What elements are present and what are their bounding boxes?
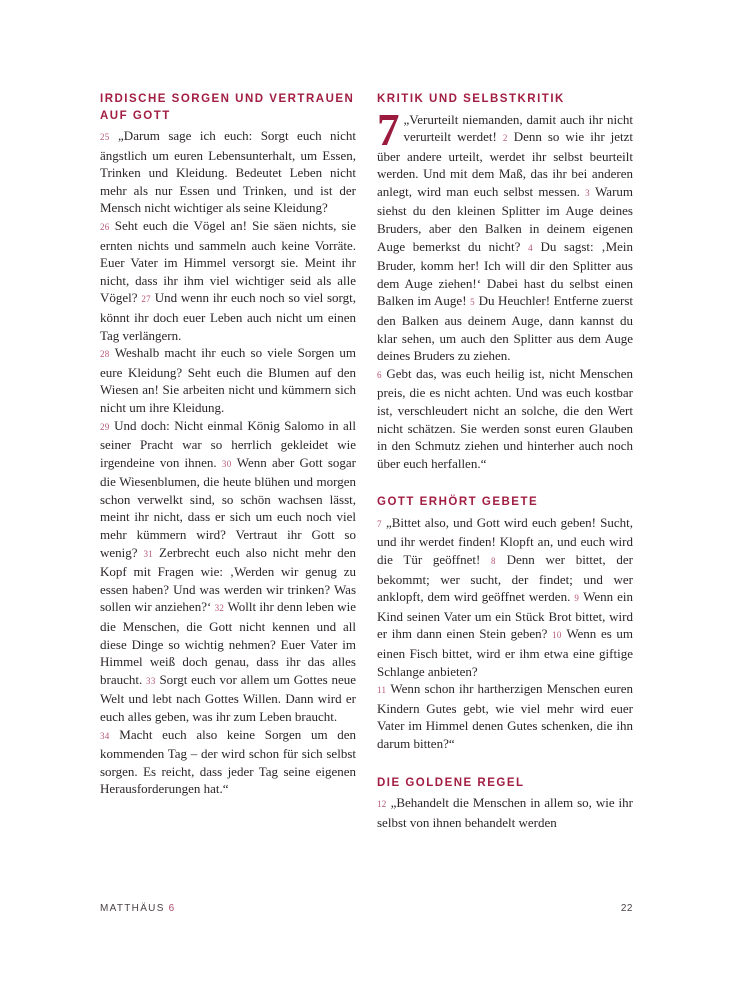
verse-text: Wollt ihr denn leben wie die Menschen, die Gott nicht kennen und all diese Dinge so wichtig nehmen? Euer Vater im Himmel weiß doch genau, dass ihr das alles braucht. bbox=[100, 599, 356, 687]
verse-paragraph bbox=[100, 417, 356, 726]
section-heading: KRITIK UND SELBSTKRITIK bbox=[377, 93, 565, 105]
verse-number: 31 bbox=[143, 548, 154, 559]
verse-paragraph bbox=[377, 680, 633, 752]
verse-number: 7 bbox=[377, 518, 382, 529]
verse-number: 29 bbox=[100, 421, 110, 432]
verse-number: 5 bbox=[470, 297, 475, 308]
verse-text: Macht euch also keine Sorgen um den kommenden Tag – der wird schon für sich selbst sorgen. Es reicht, dass jeder Tag seine eigenen Herausforderungen hat.“ bbox=[100, 726, 356, 797]
verse-paragraph bbox=[100, 217, 356, 344]
verse-number: 10 bbox=[552, 630, 562, 641]
verse-number: 32 bbox=[214, 603, 225, 614]
verse-text: Seht euch die Vögel an! Sie säen nichts, sie ernten nichts und sammeln auch keine Vorräte. Euer Vater im Himmel versorgt sie. Meint ihr nicht, dass ihr ihm viel wichtiger seid als alle Vögel? bbox=[100, 217, 356, 306]
verse-paragraph bbox=[377, 514, 633, 680]
verse-number: 26 bbox=[100, 221, 110, 232]
verse-paragraph bbox=[377, 104, 634, 365]
verse-number: 11 bbox=[377, 685, 387, 696]
verse-text: „Verurteilt niemanden, damit auch ihr nicht verurteilt werdet! bbox=[403, 111, 633, 145]
verse-text: Weshalb macht ihr euch so viele Sorgen um eure Kleidung? Seht euch die Blumen auf den Wiesen an! Sie arbeiten nicht und kümmern sich nicht um ihre Kleidung. bbox=[100, 345, 357, 415]
verse-text: Sorgt euch vor allem um Gottes neue Welt und lebt nach Gottes Willen. Dann wird er euch alles geben, was ihr zum Leben braucht. bbox=[100, 671, 356, 724]
section-heading: IRDISCHE SORGEN UND VERTRAUEN AUF GOTT bbox=[100, 93, 355, 122]
verse-text: „Bittet also, und Gott wird euch geben! Sucht, und ihr werdet finden! Klopft an, und euch wird die Tür geöffnet! bbox=[377, 514, 633, 568]
verse-number: 2 bbox=[502, 133, 508, 144]
chapter-number: 6 bbox=[168, 903, 176, 914]
left-column bbox=[100, 91, 356, 831]
verse-text: Gebt das, was euch heilig ist, nicht Menschen preis, die es nicht achten. Und was euch kostbar ist, verschleudert nicht an solche, die den Wert nicht schätzen. Sie werden sonst euren Glauben in den Schmutz ziehen und hinterher auch noch über euch herfallen.“ bbox=[377, 365, 634, 471]
verse-text: Denn wer bittet, der bekommt; wer sucht, der findet; und wer anklopft, dem wird geöffnet werden. bbox=[377, 552, 633, 605]
page-content bbox=[100, 91, 633, 831]
verse-number: 4 bbox=[528, 242, 533, 253]
verse-text: Du sagst: ‚Mein Bruder, komm her! Ich will dir den Splitter aus dem Auge ziehen!‘ Dabei hast du selbst einen Balken im Auge! bbox=[377, 238, 634, 309]
verse-text: Wenn schon ihr hartherzigen Menschen euren Kindern Gutes gebt, wie viel mehr wird euer Vater im Himmel denen Gutes schenken, die ihn darum bitten?“ bbox=[377, 681, 634, 751]
verse-number: 8 bbox=[491, 556, 496, 567]
verse-number: 3 bbox=[585, 187, 590, 198]
verse-text: Wenn ein Kind seinen Vater um ein Stück Brot bittet, wird er ihm dann einen Stein geben? bbox=[377, 589, 634, 642]
right-column bbox=[377, 91, 633, 831]
verse-number: 9 bbox=[574, 593, 580, 604]
verse-text: Und wenn ihr euch noch so viel sorgt, könnt ihr doch euer Leben auch nicht um einen Tag verlängern. bbox=[100, 290, 357, 343]
verse-number: 12 bbox=[377, 799, 387, 810]
verse-text: Denn so wie ihr jetzt über andere urteilt, werdet ihr selbst beurteilt werden. Und mit dem Maß, das ihr bei anderen anlegt, wird man euch selbst messen. bbox=[377, 129, 634, 199]
verse-paragraph bbox=[100, 344, 356, 416]
verse-paragraph bbox=[377, 794, 633, 831]
verse-text: Warum siehst du den kleinen Splitter im Auge deines Bruders, aber den Balken in deinem eigenen Auge bemerkst du nicht? bbox=[377, 183, 634, 254]
page-number: 22 bbox=[620, 903, 633, 914]
verse-paragraph bbox=[377, 365, 633, 473]
section-heading: GOTT ERHÖRT GEBETE bbox=[377, 496, 539, 509]
chapter-number-dropcap: 7 bbox=[377, 104, 400, 155]
verse-paragraph bbox=[100, 127, 356, 217]
verse-number: 30 bbox=[221, 458, 232, 469]
verse-text: Wenn es um einen Fisch bittet, wird er ihm etwa eine giftige Schlange anbieten? bbox=[377, 626, 634, 679]
verse-number: 34 bbox=[100, 730, 110, 741]
verse-text: Du Heuchler! Entferne zuerst den Balken aus deinem Auge, dann kannst du klar sehen, um auch den Splitter aus dem Auge deines Bruders zu ziehen. bbox=[377, 293, 634, 364]
running-header bbox=[100, 903, 176, 914]
verse-number: 6 bbox=[377, 369, 382, 380]
section-heading: DIE GOLDENE REGEL bbox=[377, 776, 525, 789]
verse-text: Und doch: Nicht einmal König Salomo in all seiner Pracht war so herrlich gekleidet wie irgendeine von ihnen. bbox=[100, 417, 357, 470]
verse-number: 28 bbox=[100, 349, 110, 360]
book-name: MATTHÄUS bbox=[100, 903, 165, 914]
verse-text: „Behandelt die Menschen in allem so, wie ihr selbst von ihnen behandelt werden bbox=[377, 795, 633, 830]
verse-paragraph bbox=[100, 726, 356, 798]
verse-number: 27 bbox=[141, 294, 151, 305]
verse-text: Wenn aber Gott sogar die Wiesenblumen, die heute blühen und morgen schon verwelkt sind, so schön wachsen lässt, meint ihr nicht, dass er sich um euch noch viel mehr kümmern wird? Vertraut ihr Gott so wenig? bbox=[100, 454, 357, 560]
page-footer bbox=[100, 903, 633, 914]
verse-number: 33 bbox=[146, 675, 156, 686]
verse-text: „Darum sage ich euch: Sorgt euch nicht ängstlich um euren Lebensunterhalt, um Essen, Trinken und Kleidung. Bedeutet Leben nicht mehr als nur Essen und Trinken, und ist der Mensch nicht wichtiger als seine Kleidung? bbox=[100, 128, 356, 216]
verse-number: 25 bbox=[100, 132, 110, 142]
verse-text: Zerbrecht euch also nicht mehr den Kopf mit Fragen wie: ‚Werden wir genug zu essen haben? Und was werden wir trinken? Was sollen wir anziehen?‘ bbox=[100, 544, 357, 615]
